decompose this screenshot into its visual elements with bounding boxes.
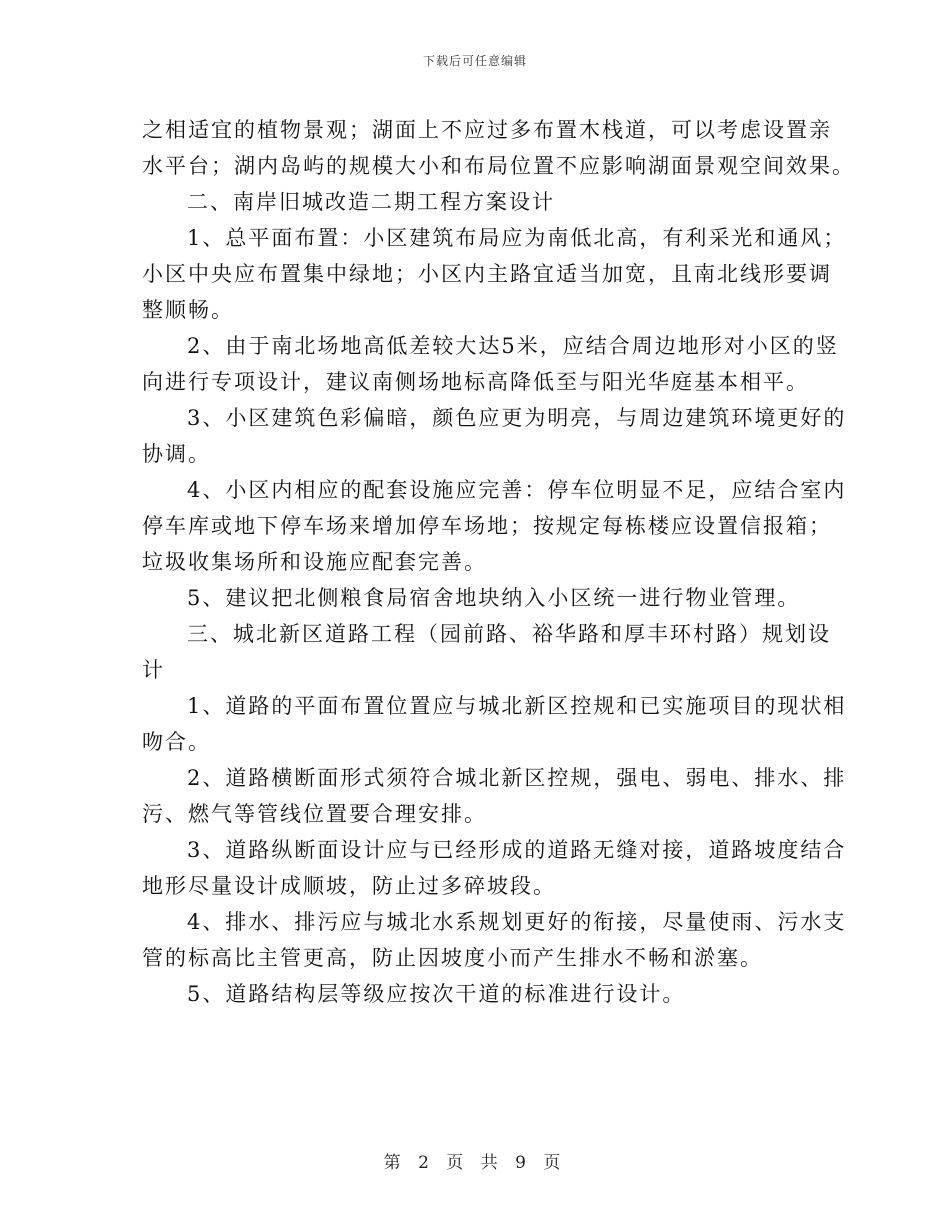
body-line: 2、道路横断面形式须符合城北新区控规，强电、弱电、排水、排 [187, 766, 847, 790]
body-line: 5、道路结构层等级应按次干道的标准进行设计。 [187, 982, 686, 1006]
body-line: 管的标高比主管更高，防止因坡度小而产生排水不畅和淤塞。 [142, 946, 763, 970]
document-body [142, 112, 855, 1012]
page-number: 第 2 页 共 9 页 [383, 1153, 567, 1173]
body-line: 4、排水、排污应与城北水系规划更好的衔接，尽量使雨、污水支 [187, 910, 847, 934]
body-line: 向进行专项设计，建议南侧场地标高降低至与阳光华庭基本相平。 [142, 370, 809, 394]
section-heading: 二、南岸旧城改造二期工程方案设计 [187, 190, 555, 214]
body-line: 整顺畅。 [142, 298, 234, 322]
body-line: 2、由于南北场地高低差较大达5米，应结合周边地形对小区的竖 [187, 334, 839, 358]
body-line: 污、燃气等管线位置要合理安排。 [142, 802, 487, 826]
body-line: 地形尽量设计成顺坡，防止过多碎坡段。 [142, 874, 556, 898]
section-heading: 计 [142, 658, 165, 682]
body-line: 3、道路纵断面设计应与已经形成的道路无缝对接，道路坡度结合 [187, 838, 847, 862]
body-line: 水平台；湖内岛屿的规模大小和布局位置不应影响湖面景观空间效果。 [142, 154, 855, 178]
body-line: 4、小区内相应的配套设施应完善：停车位明显不足，应结合室内 [187, 478, 847, 502]
body-line: 3、小区建筑色彩偏暗，颜色应更为明亮，与周边建筑环境更好的 [187, 406, 847, 430]
body-line: 1、道路的平面布置位置应与城北新区控规和已实施项目的现状相 [187, 694, 847, 718]
body-line: 1、总平面布置：小区建筑布局应为南低北高，有利采光和通风； [187, 226, 847, 250]
body-line: 垃圾收集场所和设施应配套完善。 [142, 550, 487, 574]
body-line: 之相适宜的植物景观；湖面上不应过多布置木栈道，可以考虑设置亲 [142, 118, 832, 142]
body-line: 5、建议把北侧粮食局宿舍地块纳入小区统一进行物业管理。 [187, 586, 801, 610]
page-header: 下载后可任意编辑 [422, 54, 527, 68]
body-line: 停车库或地下停车场来增加停车场地；按规定每栋楼应设置信报箱； [142, 514, 832, 538]
section-heading: 三、城北新区道路工程（园前路、裕华路和厚丰环村路）规划设 [187, 622, 831, 646]
body-line: 小区中央应布置集中绿地；小区内主路宜适当加宽，且南北线形要调 [142, 262, 832, 286]
body-line: 吻合。 [142, 730, 211, 754]
body-line: 协调。 [142, 442, 211, 466]
